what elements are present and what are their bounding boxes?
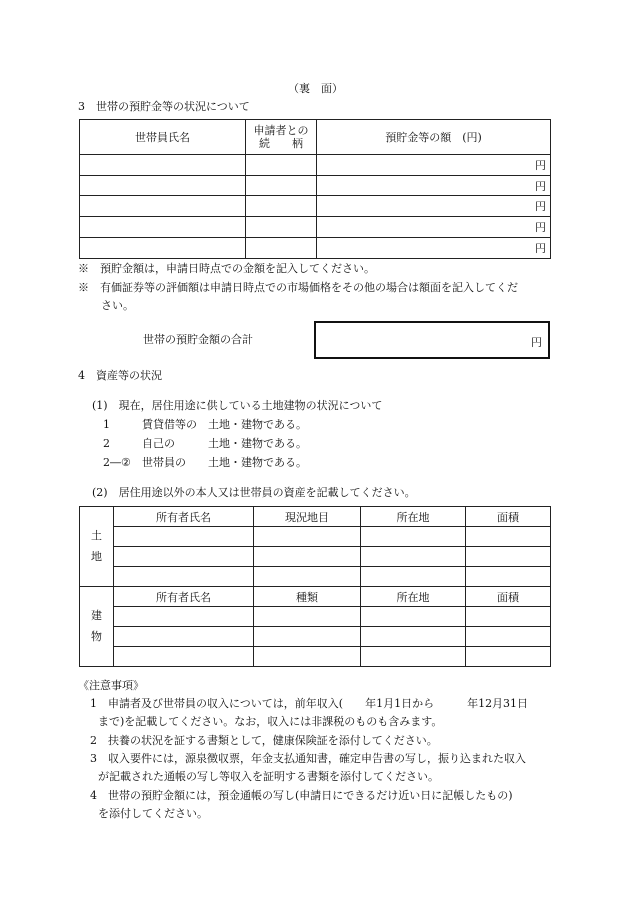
col-header-relation-line2: 続 柄 [259, 137, 303, 150]
note-3-line1: 3 収入要件には，源泉徴収票，年金支払通知書，確定申告書の写し，振り込まれた収入 [90, 752, 526, 765]
note-securities-line1: ※ 有価証券等の評価額は申請日時点での市場価格をその他の場合は額面を記入してくだ [78, 281, 518, 294]
notes-heading: 《注意事項》 [78, 679, 144, 692]
land-header-category: 現況地目 [254, 507, 361, 527]
note-1-line1: 1 申請者及び世帯員の収入については，前年収入( 年1月1日から 年12月31日 [90, 697, 529, 710]
note-3-line2: が記載された通帳の写し等収入を証明する書類を添付してください。 [98, 770, 439, 783]
building-label [80, 587, 114, 667]
table-row [80, 567, 551, 587]
table-row [80, 196, 551, 217]
table-row [80, 527, 551, 547]
section4-heading: 4 資産等の状況 [78, 369, 162, 382]
building-header-area: 面積 [466, 587, 551, 607]
name-cell[interactable] [80, 217, 246, 238]
building-header-owner: 所有者氏名 [114, 587, 254, 607]
residence-item-1-num: 1 [103, 418, 110, 431]
total-yen-unit: 円 [531, 336, 542, 349]
relation-cell[interactable] [246, 155, 317, 176]
relation-cell[interactable] [246, 196, 317, 217]
total-savings-label: 世帯の預貯金額の合計 [143, 333, 253, 346]
amount-cell[interactable]: 円 [317, 155, 551, 176]
land-label [80, 507, 114, 587]
amount-cell[interactable]: 円 [317, 217, 551, 238]
name-cell[interactable] [80, 176, 246, 196]
note-1-line2: まで)を記載してください。なお，収入には非課税のものも含みます。 [98, 715, 443, 728]
note-2: 2 扶養の状況を証する書類として，健康保険証を添付してください。 [90, 734, 438, 747]
amount-cell[interactable]: 円 [317, 176, 551, 196]
land-header-owner: 所有者氏名 [114, 507, 254, 527]
total-savings-box[interactable] [314, 321, 550, 359]
note-4-line1: 4 世帯の預貯金額には，預金通帳の写し(申請日にできるだけ近い日に記帳したもの) [90, 789, 513, 802]
note-savings-date: ※ 預貯金額は，申請日時点での金額を記入してください。 [78, 262, 375, 275]
note-4-line2: を添付してください。 [98, 807, 208, 820]
section3-heading: 3 世帯の預貯金等の状況について [78, 100, 250, 113]
section4-sub1: (1) 現在，居住用途に供している土地建物の状況について [92, 399, 383, 412]
building-label-1: 建 [91, 608, 102, 622]
col-header-amount: 預貯金等の額 (円) [317, 120, 551, 155]
relation-cell[interactable] [246, 176, 317, 196]
name-cell[interactable] [80, 196, 246, 217]
land-header-area: 面積 [466, 507, 551, 527]
savings-table [79, 119, 551, 259]
note-securities-line2: さい。 [101, 299, 134, 312]
residence-item-3-num: 2―② [103, 456, 131, 469]
table-row [80, 607, 551, 627]
table-row [80, 647, 551, 667]
section4-sub2: (2) 居住用途以外の本人又は世帯員の資産を記載してください。 [92, 486, 416, 499]
amount-cell[interactable]: 円 [317, 238, 551, 259]
table-row [80, 217, 551, 238]
residence-item-2-num: 2 [103, 437, 110, 450]
col-header-name: 世帯員氏名 [80, 120, 246, 155]
building-label-2: 物 [91, 629, 102, 643]
land-label-2: 地 [91, 549, 102, 563]
relation-cell[interactable] [246, 217, 317, 238]
building-header-location: 所在地 [361, 587, 466, 607]
residence-item-3-text: 世帯員の 土地・建物である。 [142, 456, 307, 469]
assets-table [79, 506, 551, 667]
table-row [80, 238, 551, 259]
land-header-location: 所在地 [361, 507, 466, 527]
page-title: （裏 面） [288, 82, 343, 95]
table-row [80, 155, 551, 176]
col-header-relation [246, 120, 317, 155]
amount-cell[interactable]: 円 [317, 196, 551, 217]
name-cell[interactable] [80, 155, 246, 176]
building-header-type: 種類 [254, 587, 361, 607]
relation-cell[interactable] [246, 238, 317, 259]
col-header-relation-line1: 申請者との [253, 123, 309, 137]
table-row [80, 176, 551, 196]
table-row [80, 547, 551, 567]
residence-item-1-text: 賃貸借等の 土地・建物である。 [142, 418, 307, 431]
table-row [80, 627, 551, 647]
name-cell[interactable] [80, 238, 246, 259]
land-label-1: 土 [91, 528, 102, 542]
residence-item-2-text: 自己の 土地・建物である。 [142, 437, 307, 450]
